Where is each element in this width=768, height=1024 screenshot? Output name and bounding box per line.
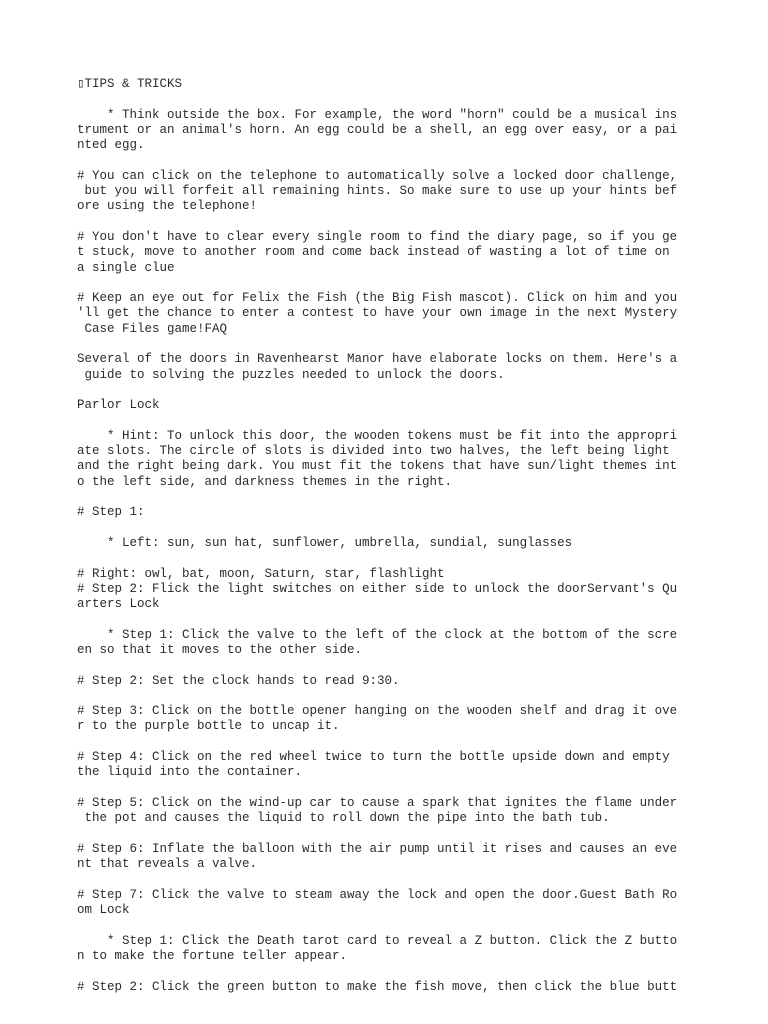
step-paragraph: # Step 3: Click on the bottle opener hanging on the wooden shelf and drag it ove r to the purple bottle to uncap it. [77, 704, 678, 734]
step-paragraph: # Step 7: Click the valve to steam away the lock and open the door.Guest Bath Ro om Lock [77, 887, 678, 918]
step-paragraph: # Step 6: Inflate the balloon with the air pump until it rises and causes an eve nt that reveals a valve. [77, 841, 678, 872]
step-paragraph: # Step 2: Click the green button to make the fish move, then click the blue butt [77, 979, 678, 994]
tip-paragraph: # You can click on the telephone to automatically solve a locked door challenge, but you will forfeit all remaining hints. So make sure to use up your hints bef ore using the telephone! [77, 168, 678, 214]
hint-paragraph: * Hint: To unlock this door, the wooden tokens must be fit into the appropri ate slots. The circle of slots is divided into two halves, the left being light and the right being dark. You must fit the tokens that have sun/light themes int o the left side, and darkness themes in the right. [77, 428, 678, 489]
step-paragraph: * Step 1: Click the valve to the left of the clock at the bottom of the scre en so that it moves to the other side. [77, 627, 678, 657]
document-body [77, 77, 697, 1010]
step-paragraph: # Step 2: Set the clock hands to read 9:30. [77, 673, 400, 688]
intro-paragraph: Several of the doors in Ravenhearst Manor have elaborate locks on them. Here's a guide to solving the puzzles needed to unlock the doors. [77, 352, 678, 382]
step-paragraph: # Step 2: Flick the light switches on either side to unlock the doorServant's Qu arters Lock [77, 581, 678, 612]
tip-paragraph: * Think outside the box. For example, the word "horn" could be a musical ins trument or an animal's horn. An egg could be a shell, an egg over easy, or a pai nted egg. [77, 107, 678, 153]
step-paragraph: * Left: sun, sun hat, sunflower, umbrella, sundial, sunglasses [77, 535, 573, 550]
section-heading: ▯TIPS & TRICKS [77, 77, 183, 91]
subsection-heading: Parlor Lock [77, 398, 160, 413]
tip-paragraph: # Keep an eye out for Felix the Fish (the Big Fish mascot). Click on him and you 'll get the chance to enter a contest to have your own image in the next Mystery Case Files game!FAQ [77, 291, 678, 336]
tip-paragraph: # You don't have to clear every single room to find the diary page, so if you ge t stuck, move to another room and come back instead of wasting a lot of time on a single clue [77, 229, 678, 275]
step-paragraph: * Step 1: Click the Death tarot card to reveal a Z button. Click the Z butto n to make the fortune teller appear. [77, 933, 678, 963]
step-paragraph: # Step 1: [77, 505, 145, 520]
step-paragraph: # Step 4: Click on the red wheel twice to turn the bottle upside down and empty the liquid into the container. [77, 750, 670, 780]
step-paragraph: # Step 5: Click on the wind-up car to cause a spark that ignites the flame under the pot and causes the liquid to roll down the pipe into the bath tub. [77, 795, 678, 826]
step-paragraph: # Right: owl, bat, moon, Saturn, star, flashlight [77, 566, 445, 581]
